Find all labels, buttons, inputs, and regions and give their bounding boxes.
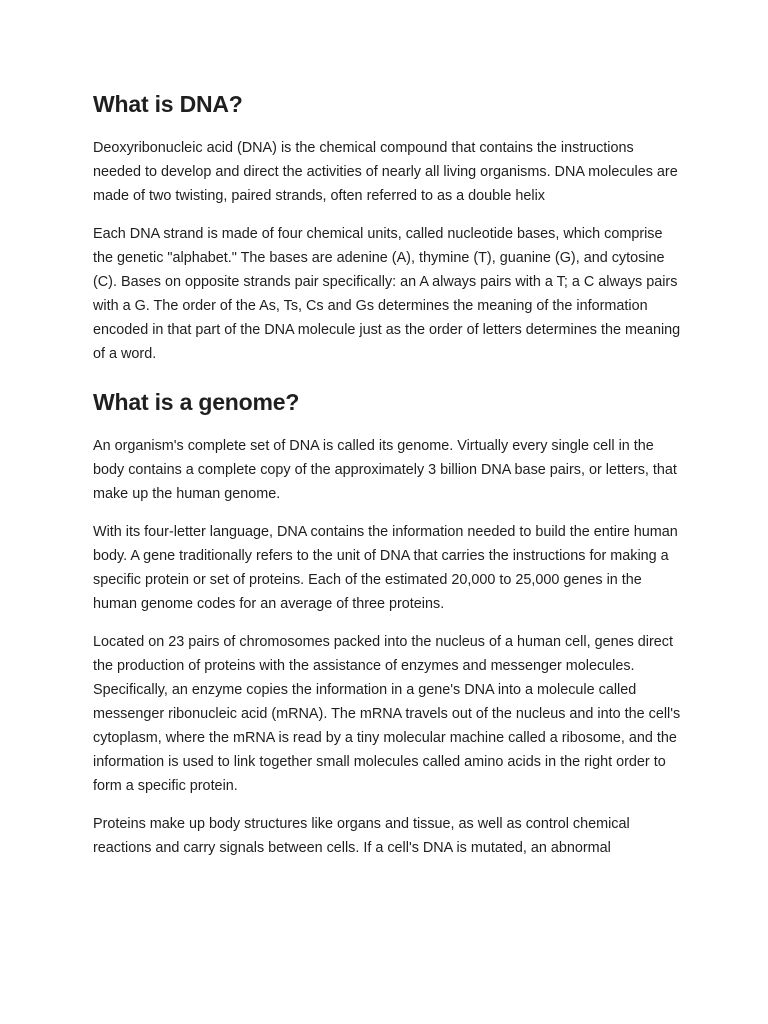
section-heading-what-is-dna: What is DNA?: [93, 91, 243, 117]
document-page: [93, 88, 683, 874]
paragraph: An organism's complete set of DNA is called its genome. Virtually every single cell in the body contains a complete copy of the approximately 3 billion DNA base pairs, or letters, that make up the human genome.: [93, 438, 677, 502]
paragraph: Located on 23 pairs of chromosomes packed into the nucleus of a human cell, genes direct the production of proteins with the assistance of enzymes and messenger molecules. Specifically, an enzyme copies the information in a gene's DNA into a molecule called messenger ribonucleic acid (mRNA). The mRNA travels out of the nucleus and into the cell's cytoplasm, where the mRNA is read by a tiny molecular machine called a ribosome, and the information is used to link together small molecules called amino acids in the right order to form a specific protein.: [93, 634, 681, 794]
paragraph: Deoxyribonucleic acid (DNA) is the chemical compound that contains the instructions needed to develop and direct the activities of nearly all living organisms. DNA molecules are made of two twisting, paired strands, often referred to as a double helix: [93, 140, 678, 204]
paragraph: Proteins make up body structures like organs and tissue, as well as control chemical reactions and carry signals between cells. If a cell's DNA is mutated, an abnormal: [93, 816, 630, 856]
paragraph: Each DNA strand is made of four chemical units, called nucleotide bases, which comprise the genetic "alphabet." The bases are adenine (A), thymine (T), guanine (G), and cytosine (C). Bases on opposite strands pair specifically: an A always pairs with a T; a C always pairs with a G. The order of the As, Ts, Cs and Gs determines the meaning of the information encoded in that part of the DNA molecule just as the order of letters determines the meaning of a word.: [93, 226, 681, 362]
paragraph: With its four-letter language, DNA contains the information needed to build the entire human body. A gene traditionally refers to the unit of DNA that carries the instructions for making a specific protein or set of proteins. Each of the estimated 20,000 to 25,000 genes in the human genome codes for an average of three proteins.: [93, 524, 678, 612]
section-heading-what-is-a-genome: What is a genome?: [93, 389, 300, 415]
